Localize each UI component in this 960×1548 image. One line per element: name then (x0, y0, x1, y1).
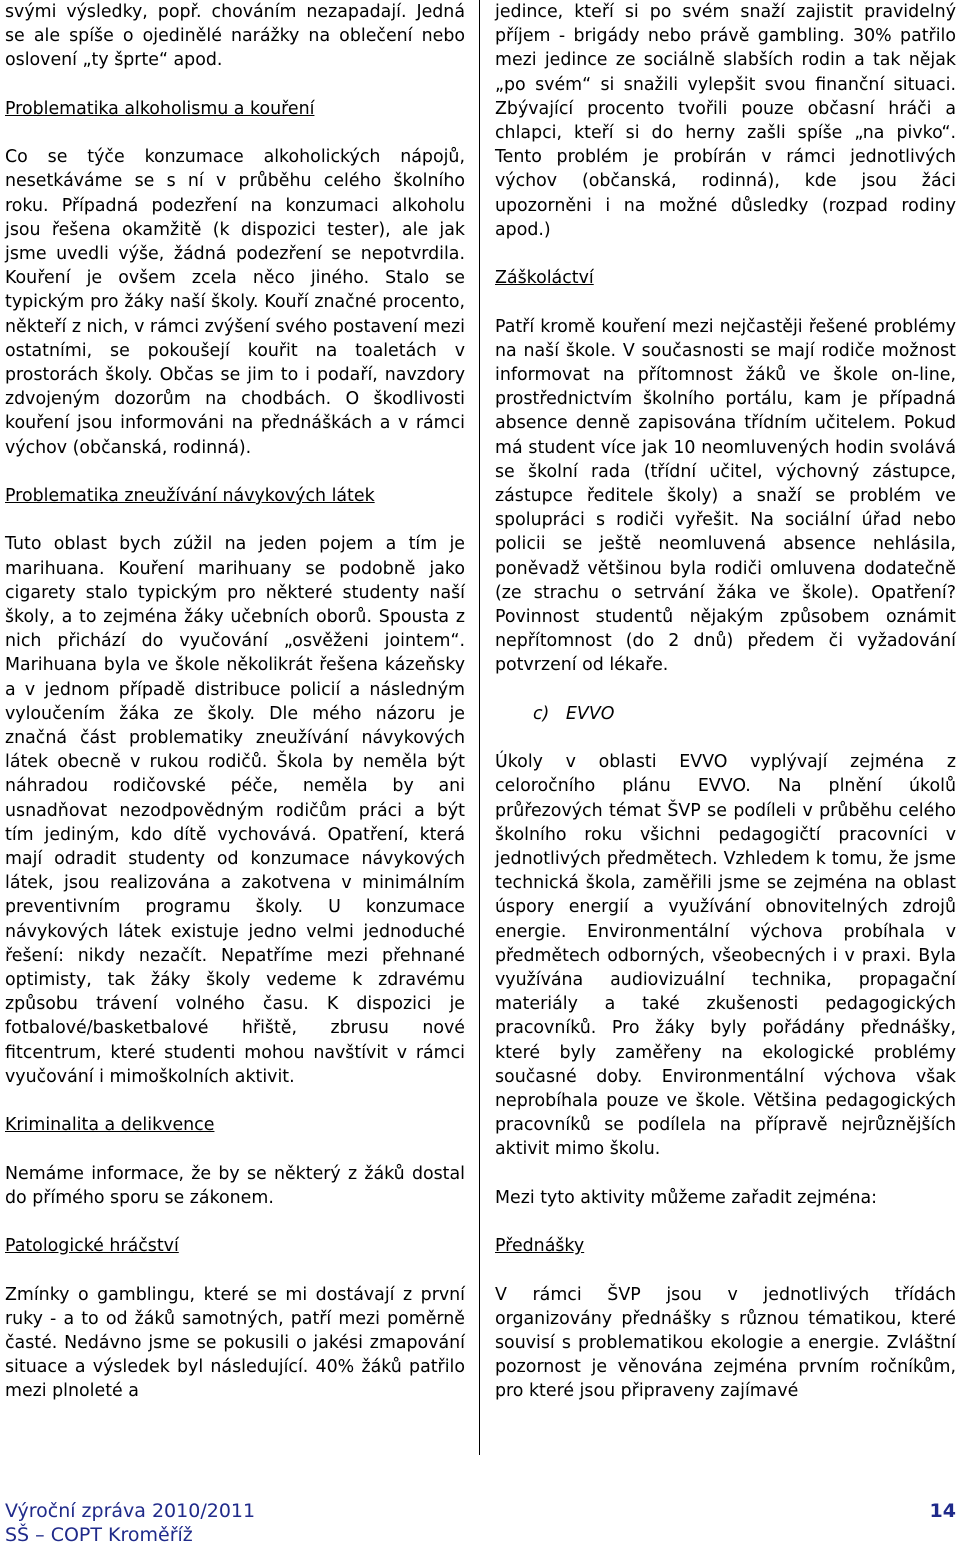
paragraph-evvo: Úkoly v oblasti EVVO vyplývají zejména z celoročního plánu EVVO. Na plnění úkolů průřezových témat ŠVP se podíleli v průběhu celého školního roku všichni pedagogičtí pracovníci v jednotlivých předmětech. Vzhledem k tomu, že jsme technická škola, zaměřili jsme se zejména na oblast úspory energií a využívání obnovitelných zdrojů energie. Environmentální výchova probíhala v předmětech odborných, všeobecných i v praxi. Byla využívána audiovizuální technika, propagační materiály a také zkušenosti pedagogických pracovníků. Pro žáky byly pořádány přednášky, které byly zaměřeny na ekologické problémy současné doby. Environmentální výchova však neprobíhala pouze ve škole. Většina pedagogických pracovníků se podílela na přípravě nejrůznějších aktivit mimo školu. (495, 752, 956, 1160)
right-column (495, 0, 956, 1428)
heading-crime: Kriminalita a delikvence (5, 1115, 215, 1136)
column-divider (479, 0, 480, 1455)
page-footer (5, 1499, 956, 1547)
paragraph-intro: svými výsledky, popř. chováním nezapadají. Jedná se ale spíše o ojedinělé narážky na oblečení nebo oslovení „ty šprte“ apod. (5, 2, 465, 71)
paragraph-gambling-continued: jedince, kteří si po svém snaží zajistit pravidelný příjem - brigády nebo právě gambling. 30% patřilo mezi jedince ze sociálně slabších rodin a tak nějak „po svém“ si snažili vylepšit svou finanční situaci. Zbývající procento tvořili pouze občasní hráči a chlapci, kteří si do herny zašli spíše „na pivko“. Tento problém je probírán v rámci jednotlivých výchov (občanská, rodinná), kde jsou žáci upozorněni i na možné důsledky (rozpad rodiny apod.) (495, 2, 956, 240)
paragraph-lectures: V rámci ŠVP jsou v jednotlivých třídách organizovány přednášky s různou tématikou, které souvisí s problematikou ekologie a energie. Zvláštní pozornost je věnována zejména prvním ročníkům, pro které jsou připraveny zajímavé (495, 1284, 956, 1402)
left-column (5, 0, 465, 1428)
footer-school-name: SŠ – COPT Kroměříž (5, 1524, 193, 1546)
paragraph-crime: Nemáme informace, že by se některý z žáků dostal do přímého sporu se zákonem. (5, 1163, 465, 1208)
page-number: 14 (929, 1500, 956, 1522)
heading-gambling: Patologické hráčství (5, 1236, 179, 1257)
paragraph-gambling: Zmínky o gamblingu, které se mi dostávají z první ruky - a to od žáků samotných, patří mezi poměrně časté. Nedávno jsme se pokusili o jakési zmapování situace a výsledek byl následující. 40% žáků patřilo mezi plnoleté a (5, 1284, 465, 1402)
paragraph-activities: Mezi tyto aktivity můžeme zařadit zejména: (495, 1187, 878, 1208)
heading-evvo: c) EVVO (533, 703, 615, 724)
heading-truancy: Záškoláctví (495, 268, 594, 289)
heading-alcohol-smoking: Problematika alkoholismu a kouření (5, 98, 315, 119)
heading-lectures: Přednášky (495, 1236, 585, 1257)
heading-drug-abuse: Problematika zneužívání návykových látek (5, 486, 375, 507)
paragraph-drug-abuse: Tuto oblast bych zúžil na jeden pojem a tím je marihuana. Kouření marihuany se podobně jako cigarety stalo typickým pro některé studenty naší školy, a to zejména žáky učebních oborů. Spousta z nich přichází do vyučování „osvěženi jointem“. Marihuana byla ve škole několikrát řešena kázeňsky a v jednom případě distribuce policií a následným vyloučením žáka ze školy. Dle mého názoru je značná část problematiky zneužívání návykových látek obecně v rukou rodičů. Škola by neměla být náhradou rodičovské péče, neměla by ani usnadňovat nezodpovědným rodičům práci a být tím jediným, kdo dítě vychovává. Opatření, která mají odradit studenty od konzumace návykových látek, jsou realizována a zakotvena v minimálním preventivním programu školy. U konzumace návykových látek existuje jedno velmi jednoduché řešení: nikdy nezačít. Nepatříme mezi přehnané optimisty, tak žáky školy vedeme k zdravému způsobu trávení volného času. K dispozici je fotbalové/basketbalové hřiště, zbrusu nové fitcentrum, které studenti mohou navštívit v rámci vyučování i mimoškolních aktivit. (5, 534, 465, 1087)
paragraph-truancy: Patří kromě kouření mezi nejčastěji řešené problémy na naší škole. V současnosti se mají rodiče možnost informovat na přítomnost žáků ve škole on-line, prostřednictvím školního portálu, kam je případná absence denně zapisována třídním učitelem. Pokud má student více jak 10 neomluvených hodin svolává se školní rada (třídní učitel, výchovný zástupce, zástupce ředitele školy) a snaží se problém ve spolupráci s rodiči vyřešit. Na sociální úřad nebo policii se ještě neomluvená absence nehlásila, poněvadž většinou byla rodiči omluvena dodatečně (ze strachu o setrvání žáka ve škole). Opatření? Povinnost studentů nějakým způsobem oznámit nepřítomnost (do 2 dnů) předem či vyžadování potvrzení od lékaře. (495, 316, 956, 676)
paragraph-alcohol-smoking: Co se týče konzumace alkoholických nápojů, nesetkáváme se s ní v průběhu celého školního roku. Případná podezření na konzumaci alkoholu jsou řešena okamžitě (k dispozici tester), ale jak jsme uvedli výše, žádná podezření se nepotvrdila. Kouření je ovšem zcela něco jiného. Stalo se typickým pro žáky naší školy. Kouří značné procento, někteří z nich, v rámci zvýšení svého postavení mezi ostatními, se pokoušejí kouřit na toaletách v prostorách školy. Občas se jim to i podaří, navzdory zdvojeným dozorům na chodbách. O škodlivosti kouření jsou informováni na přednáškách a v rámci výchov (občanská, rodinná). (5, 147, 465, 458)
footer-report-title: Výroční zpráva 2010/2011 (5, 1500, 256, 1522)
